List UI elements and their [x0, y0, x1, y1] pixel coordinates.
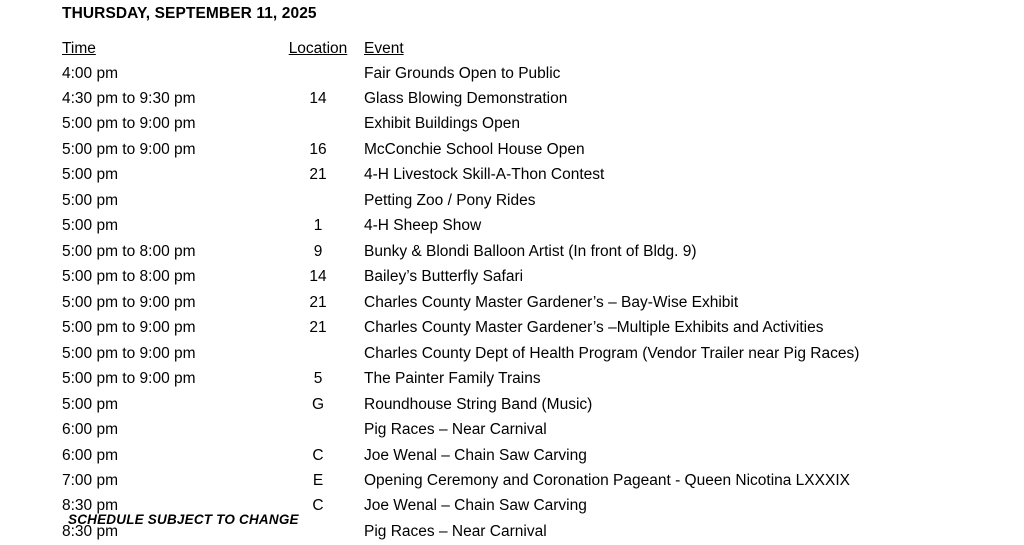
cell-time: 5:00 pm: [62, 217, 119, 235]
schedule-table: [62, 40, 984, 545]
cell-time: 5:00 pm to 9:00 pm: [62, 293, 196, 311]
cell-time: 5:00 pm to 9:00 pm: [62, 140, 196, 158]
cell-event: Exhibit Buildings Open: [364, 115, 520, 133]
cell-time: 5:00 pm to 9:00 pm: [62, 319, 196, 337]
cell-event: Opening Ceremony and Coronation Pageant - Queen Nicotina LXXXIX: [364, 472, 850, 489]
table-row: [62, 367, 984, 392]
table-row: [62, 316, 984, 341]
cell-time: 5:00 pm to 8:00 pm: [62, 268, 196, 286]
cell-time: 5:00 pm: [62, 166, 119, 184]
cell-event: Pig Races – Near Carnival: [364, 421, 547, 439]
cell-event: The Painter Family Trains: [364, 370, 541, 388]
cell-location: 21: [309, 319, 327, 337]
table-row: [62, 418, 984, 443]
cell-location: [272, 341, 364, 366]
cell-time: 5:00 pm to 9:00 pm: [62, 370, 196, 388]
cell-location: 21: [309, 166, 327, 184]
cell-time: 6:00 pm: [62, 421, 119, 439]
cell-time: 7:00 pm: [62, 472, 119, 489]
cell-location: E: [312, 472, 324, 489]
table-row: [62, 443, 984, 468]
table-row: [62, 392, 984, 417]
table-row: [62, 239, 984, 264]
cell-location: 16: [309, 140, 327, 158]
cell-location: 9: [313, 242, 323, 260]
table-row: [62, 469, 984, 494]
schedule-footnote: SCHEDULE SUBJECT TO CHANGE: [68, 512, 299, 527]
cell-event: Joe Wenal – Chain Saw Carving: [364, 446, 587, 464]
cell-location: G: [311, 395, 325, 413]
cell-event: McConchie School House Open: [364, 140, 585, 158]
cell-event: Pig Races – Near Carnival: [364, 522, 547, 540]
cell-location: 5: [313, 370, 323, 388]
cell-location: C: [312, 446, 324, 464]
cell-event: 4-H Livestock Skill-A-Thon Contest: [364, 166, 605, 184]
table-row: [62, 86, 984, 111]
cell-time: 8:30 pm: [62, 522, 119, 540]
cell-location: 14: [309, 268, 327, 286]
table-row: [62, 163, 984, 188]
page-title: THURSDAY, SEPTEMBER 11, 2025: [62, 5, 317, 22]
cell-location: [272, 418, 364, 443]
cell-location: C: [312, 497, 324, 515]
table-row: [62, 265, 984, 290]
cell-location: 14: [309, 89, 327, 107]
cell-event: Bunky & Blondi Balloon Artist (In front of Bldg. 9): [364, 242, 697, 260]
cell-time: 4:00 pm: [62, 64, 119, 82]
cell-event: Charles County Master Gardener’s – Bay-Wise Exhibit: [364, 293, 739, 311]
table-header-row: [62, 40, 984, 61]
column-header-time: Time: [62, 40, 96, 57]
cell-location: 1: [313, 217, 323, 235]
table-row: [62, 341, 984, 366]
cell-event: Bailey’s Butterfly Safari: [364, 268, 524, 286]
column-header-location: Location: [288, 40, 348, 57]
cell-location: [272, 61, 364, 86]
table-row: [62, 290, 984, 315]
cell-time: 5:00 pm: [62, 191, 119, 209]
cell-event: Glass Blowing Demonstration: [364, 89, 568, 107]
column-header-event: Event: [364, 40, 404, 57]
cell-time: 6:00 pm: [62, 446, 119, 464]
cell-time: 5:00 pm to 9:00 pm: [62, 115, 196, 133]
table-row: [62, 214, 984, 239]
cell-time: 5:00 pm to 8:00 pm: [62, 242, 196, 260]
table-row: [62, 112, 984, 137]
cell-location: [272, 188, 364, 213]
cell-time: 4:30 pm to 9:30 pm: [62, 89, 196, 107]
cell-time: 5:00 pm to 9:00 pm: [62, 344, 196, 362]
table-row: [62, 137, 984, 162]
cell-event: Fair Grounds Open to Public: [364, 64, 561, 82]
cell-location: [272, 112, 364, 137]
table-row: [62, 188, 984, 213]
cell-event: Roundhouse String Band (Music): [364, 395, 593, 413]
table-row: [62, 61, 984, 86]
cell-event: Charles County Dept of Health Program (Vendor Trailer near Pig Races): [364, 344, 860, 362]
cell-time: 8:30 pm: [62, 497, 119, 515]
cell-event: Charles County Master Gardener’s –Multiple Exhibits and Activities: [364, 319, 824, 337]
cell-event: 4-H Sheep Show: [364, 217, 482, 235]
cell-location: 21: [309, 293, 327, 311]
cell-event: Joe Wenal – Chain Saw Carving: [364, 497, 587, 515]
cell-event: Petting Zoo / Pony Rides: [364, 191, 536, 209]
cell-time: 5:00 pm: [62, 395, 119, 413]
